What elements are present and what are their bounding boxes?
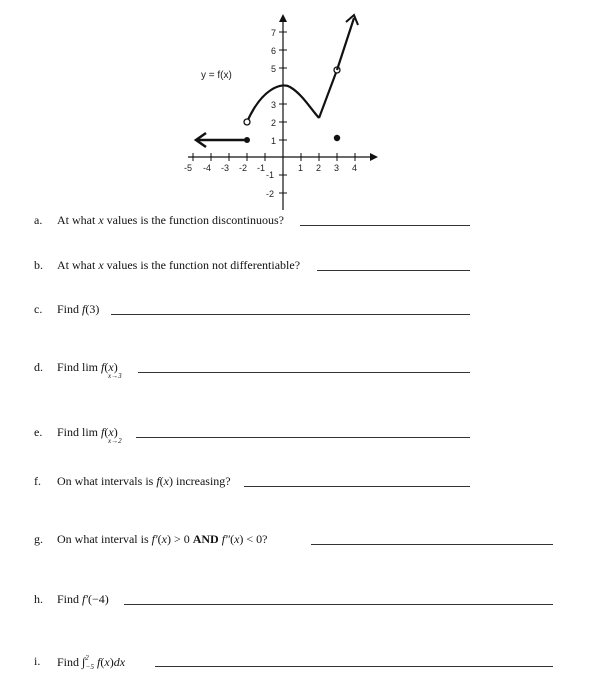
- question-text: At what x values is the function not differentiable?: [57, 258, 301, 272]
- x-axis-arrow: [370, 153, 378, 161]
- function-label: y = f(x): [201, 70, 232, 81]
- question-g: [0, 532, 613, 556]
- answer-line[interactable]: [136, 437, 470, 438]
- y-tick-label: 1: [271, 136, 277, 146]
- question-letter: a.: [34, 213, 43, 227]
- question-letter: f.: [34, 474, 41, 488]
- y-tick-label: 7: [271, 28, 277, 38]
- question-text: Find f′(−4): [57, 592, 109, 606]
- question-c: [0, 302, 613, 326]
- y-tick-label: 6: [271, 46, 277, 56]
- question-b: [0, 258, 613, 282]
- answer-line[interactable]: [124, 604, 553, 605]
- question-text: Find f(3): [57, 302, 100, 316]
- question-f: [0, 474, 613, 498]
- x-tick-label: -4: [203, 163, 212, 173]
- question-letter: b.: [34, 258, 43, 272]
- question-text: On what interval is f′(x) > 0 AND f″(x) < 0?: [57, 532, 268, 546]
- x-tick-label: 2: [316, 163, 322, 173]
- question-text: Find ∫$^2_{-5}$ f(x)dx: [57, 654, 126, 671]
- x-tick-label: -3: [221, 163, 230, 173]
- x-tick-label: 3: [334, 163, 340, 173]
- question-h: [0, 592, 613, 616]
- x-tick-label: -1: [257, 163, 266, 173]
- question-i: [0, 654, 613, 678]
- answer-line[interactable]: [155, 666, 553, 667]
- question-letter: d.: [34, 360, 43, 374]
- question-text: Find lim f(x) x→2: [57, 425, 122, 445]
- answer-line[interactable]: [300, 225, 470, 226]
- question-text: Find lim f(x) x→3: [57, 360, 122, 380]
- answer-line[interactable]: [317, 270, 470, 271]
- function-graph: [0, 0, 613, 210]
- answer-line[interactable]: [244, 486, 470, 487]
- answer-line[interactable]: [111, 314, 470, 315]
- x-tick-label: 1: [298, 163, 304, 173]
- y-tick-label: 5: [271, 64, 277, 74]
- y-axis-arrow: [279, 14, 287, 22]
- y-tick-label: -1: [266, 170, 275, 180]
- answer-line[interactable]: [138, 372, 470, 373]
- x-tick-label: 4: [352, 163, 358, 173]
- y-tick-label: -2: [266, 189, 275, 199]
- isolated-point-at-3: [334, 135, 340, 141]
- rising-line: [319, 70, 337, 118]
- steep-line: [337, 18, 354, 70]
- y-tick-label: 2: [271, 118, 277, 128]
- open-point-at-minus-2: [244, 119, 250, 125]
- question-letter: i.: [34, 654, 41, 668]
- question-d: [0, 360, 613, 384]
- question-a: [0, 213, 613, 237]
- y-tick-label: 3: [271, 100, 277, 110]
- question-e: [0, 425, 613, 449]
- question-letter: e.: [34, 425, 43, 439]
- answer-line[interactable]: [311, 544, 553, 545]
- question-letter: h.: [34, 592, 43, 606]
- question-letter: c.: [34, 302, 43, 316]
- closed-point-at-minus-2: [244, 137, 250, 143]
- x-tick-label: -5: [184, 163, 193, 173]
- question-text: On what intervals is f(x) increasing?: [57, 474, 231, 488]
- question-letter: g.: [34, 532, 43, 546]
- question-text: At what x values is the function discontinuous?: [57, 213, 284, 227]
- x-tick-label: -2: [239, 163, 248, 173]
